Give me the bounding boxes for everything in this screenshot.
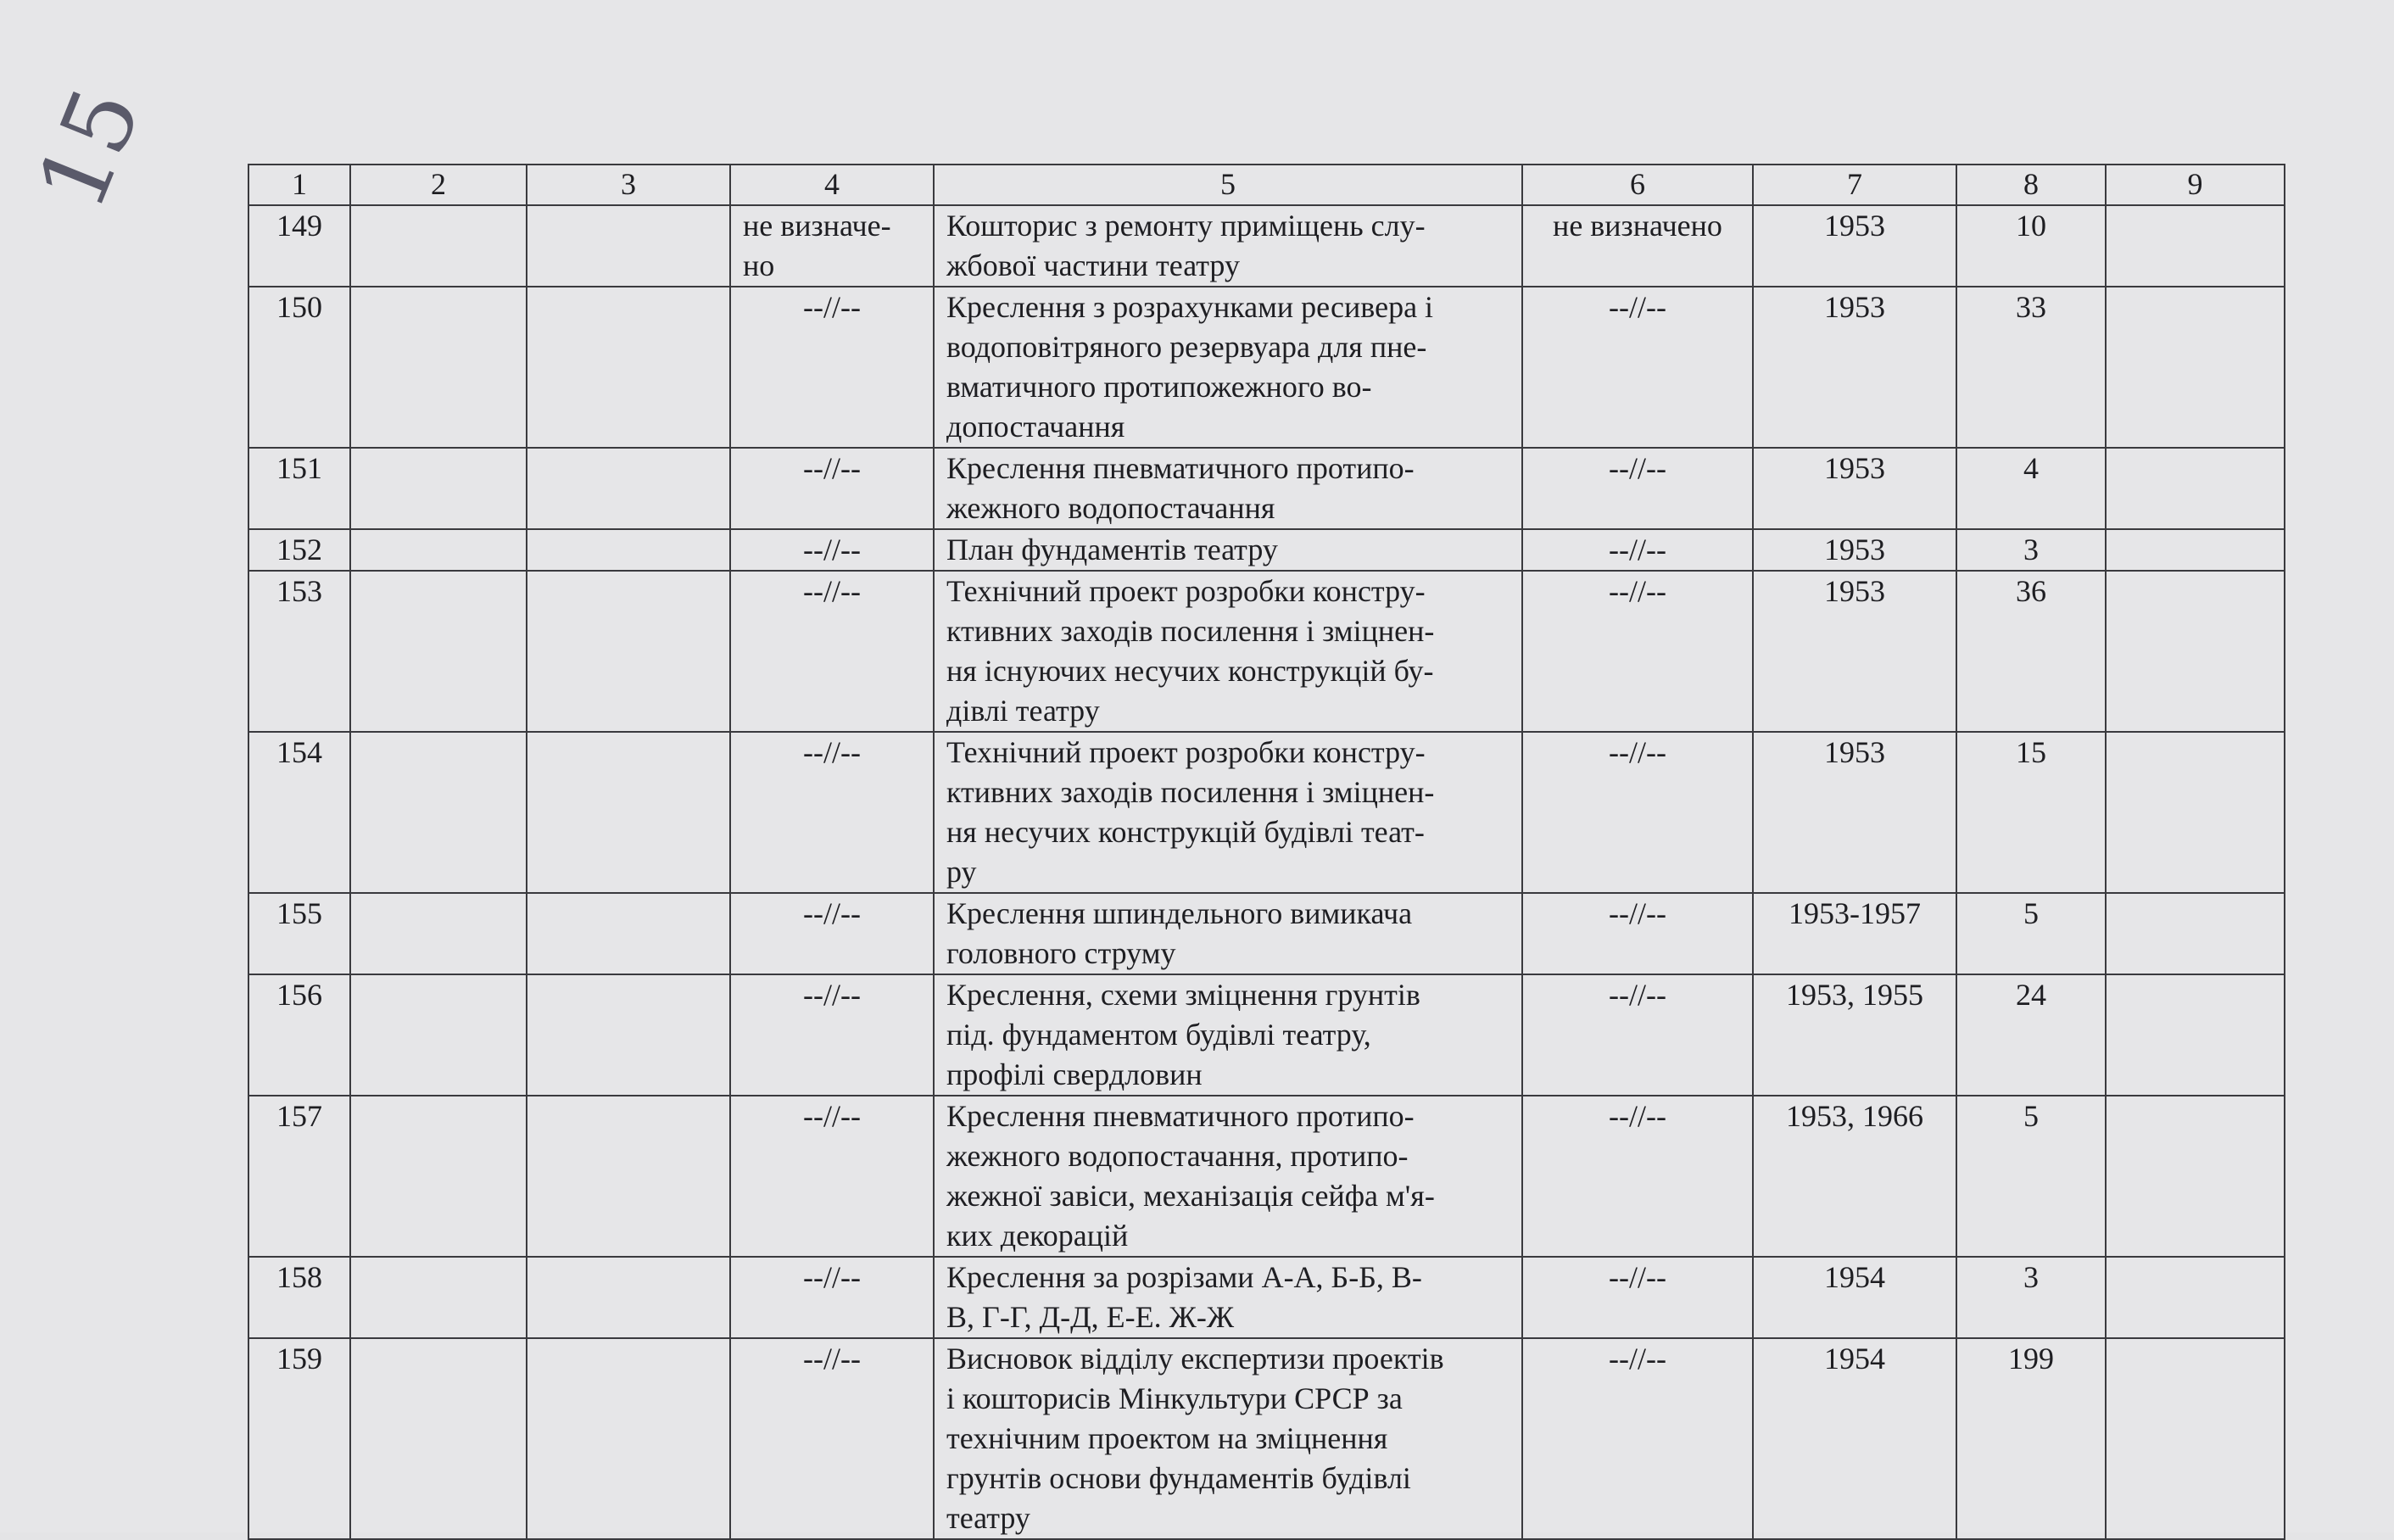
sheet-count: 5 (1956, 1096, 2106, 1257)
empty-cell (350, 1257, 527, 1338)
item-year: 1953 (1753, 287, 1956, 448)
item-number: 155 (248, 893, 350, 974)
empty-cell (2106, 732, 2285, 893)
empty-cell (2106, 529, 2285, 571)
table-row (248, 1338, 2285, 1539)
item-title: План фундаментів театру (934, 529, 1522, 571)
empty-cell (527, 732, 730, 893)
empty-cell (350, 893, 527, 974)
item-title: Креслення з розрахунками ресивера і водоповітряного резервуара для пне- вматичного протипожежного во- допостачання (934, 287, 1522, 448)
item-number: 150 (248, 287, 350, 448)
empty-cell (2106, 1257, 2285, 1338)
empty-cell (350, 287, 527, 448)
table-row (248, 205, 2285, 287)
sheet-count: 36 (1956, 571, 2106, 732)
empty-cell (350, 571, 527, 732)
empty-cell (527, 1338, 730, 1539)
empty-cell (350, 1096, 527, 1257)
sheet-count: 33 (1956, 287, 2106, 448)
item-number: 159 (248, 1338, 350, 1539)
column-header: 8 (1956, 165, 2106, 205)
empty-cell (2106, 205, 2285, 287)
item-number: 152 (248, 529, 350, 571)
item-year: 1953, 1955 (1753, 974, 1956, 1096)
column-6-value: --//-- (1522, 1257, 1753, 1338)
column-header: 2 (350, 165, 527, 205)
empty-cell (527, 1257, 730, 1338)
empty-cell (350, 529, 527, 571)
item-year: 1953-1957 (1753, 893, 1956, 974)
empty-cell (2106, 1338, 2285, 1539)
column-6-value: не визначено (1522, 205, 1753, 287)
column-4-value: --//-- (730, 1257, 934, 1338)
column-6-value: --//-- (1522, 448, 1753, 529)
empty-cell (527, 571, 730, 732)
empty-cell (527, 893, 730, 974)
sheet-count: 10 (1956, 205, 2106, 287)
empty-cell (2106, 287, 2285, 448)
item-title: Технічний проект розробки констру- ктивних заходів посилення і зміцнен- ня несучих конструкцій будівлі теат- ру (934, 732, 1522, 893)
item-title: Креслення за розрізами А-А, Б-Б, В- В, Г-Г, Д-Д, Е-Е. Ж-Ж (934, 1257, 1522, 1338)
sheet-count: 24 (1956, 974, 2106, 1096)
item-title: Креслення пневматичного протипо- жежного водопостачання, протипо- жежної завіси, механізація сейфа м'я- ких декорацій (934, 1096, 1522, 1257)
column-4-value: --//-- (730, 1338, 934, 1539)
item-year: 1953 (1753, 732, 1956, 893)
column-4-value: --//-- (730, 448, 934, 529)
column-4-value: --//-- (730, 287, 934, 448)
table-row (248, 571, 2285, 732)
empty-cell (527, 448, 730, 529)
item-number: 157 (248, 1096, 350, 1257)
column-6-value: --//-- (1522, 287, 1753, 448)
table-row (248, 287, 2285, 448)
empty-cell (527, 1096, 730, 1257)
archive-inventory-table (248, 164, 2285, 1540)
sheet-count: 3 (1956, 529, 2106, 571)
empty-cell (350, 1338, 527, 1539)
column-header: 4 (730, 165, 934, 205)
item-number: 156 (248, 974, 350, 1096)
handwritten-page-number: 15 (16, 73, 162, 224)
column-4-value: --//-- (730, 974, 934, 1096)
column-6-value: --//-- (1522, 974, 1753, 1096)
column-number-row (248, 165, 2285, 205)
item-number: 153 (248, 571, 350, 732)
item-title: Висновок відділу експертизи проектів і кошторисів Мінкультури СРСР за технічним проектом на зміцнення грунтів основи фундаментів будівлі театру (934, 1338, 1522, 1539)
table-row (248, 1096, 2285, 1257)
item-year: 1954 (1753, 1338, 1956, 1539)
empty-cell (527, 287, 730, 448)
item-year: 1953 (1753, 571, 1956, 732)
empty-cell (350, 448, 527, 529)
column-6-value: --//-- (1522, 1096, 1753, 1257)
empty-cell (2106, 448, 2285, 529)
table-row (248, 974, 2285, 1096)
empty-cell (2106, 571, 2285, 732)
item-title: Креслення, схеми зміцнення грунтів під. фундаментом будівлі театру, профілі свердловин (934, 974, 1522, 1096)
column-6-value: --//-- (1522, 571, 1753, 732)
empty-cell (2106, 1096, 2285, 1257)
column-header: 7 (1753, 165, 1956, 205)
item-title: Технічний проект розробки констру- ктивних заходів посилення і зміцнен- ня існуючих несучих конструкцій бу- дівлі театру (934, 571, 1522, 732)
column-6-value: --//-- (1522, 1338, 1753, 1539)
empty-cell (527, 974, 730, 1096)
sheet-count: 3 (1956, 1257, 2106, 1338)
item-year: 1954 (1753, 1257, 1956, 1338)
column-6-value: --//-- (1522, 893, 1753, 974)
sheet-count: 15 (1956, 732, 2106, 893)
empty-cell (2106, 974, 2285, 1096)
item-number: 158 (248, 1257, 350, 1338)
empty-cell (350, 205, 527, 287)
item-year: 1953, 1966 (1753, 1096, 1956, 1257)
item-title: Кошторис з ремонту приміщень слу- жбової частини театру (934, 205, 1522, 287)
column-6-value: --//-- (1522, 529, 1753, 571)
table-row (248, 893, 2285, 974)
column-header: 3 (527, 165, 730, 205)
column-header: 1 (248, 165, 350, 205)
item-year: 1953 (1753, 448, 1956, 529)
empty-cell (2106, 893, 2285, 974)
item-number: 154 (248, 732, 350, 893)
empty-cell (350, 732, 527, 893)
table-row (248, 448, 2285, 529)
item-year: 1953 (1753, 529, 1956, 571)
item-number: 151 (248, 448, 350, 529)
item-title: Креслення шпиндельного вимикача головного струму (934, 893, 1522, 974)
column-6-value: --//-- (1522, 732, 1753, 893)
table-row (248, 1257, 2285, 1338)
column-4-value: --//-- (730, 529, 934, 571)
column-4-value: --//-- (730, 571, 934, 732)
sheet-count: 5 (1956, 893, 2106, 974)
column-4-value: --//-- (730, 1096, 934, 1257)
empty-cell (350, 974, 527, 1096)
item-title: Креслення пневматичного протипо- жежного водопостачання (934, 448, 1522, 529)
item-number: 149 (248, 205, 350, 287)
column-header: 9 (2106, 165, 2285, 205)
item-year: 1953 (1753, 205, 1956, 287)
sheet-count: 199 (1956, 1338, 2106, 1539)
column-4-value: --//-- (730, 893, 934, 974)
empty-cell (527, 529, 730, 571)
empty-cell (527, 205, 730, 287)
column-4-value: --//-- (730, 732, 934, 893)
column-header: 5 (934, 165, 1522, 205)
column-4-value: не визначе- но (730, 205, 934, 287)
table-row (248, 529, 2285, 571)
column-header: 6 (1522, 165, 1753, 205)
table-row (248, 732, 2285, 893)
sheet-count: 4 (1956, 448, 2106, 529)
